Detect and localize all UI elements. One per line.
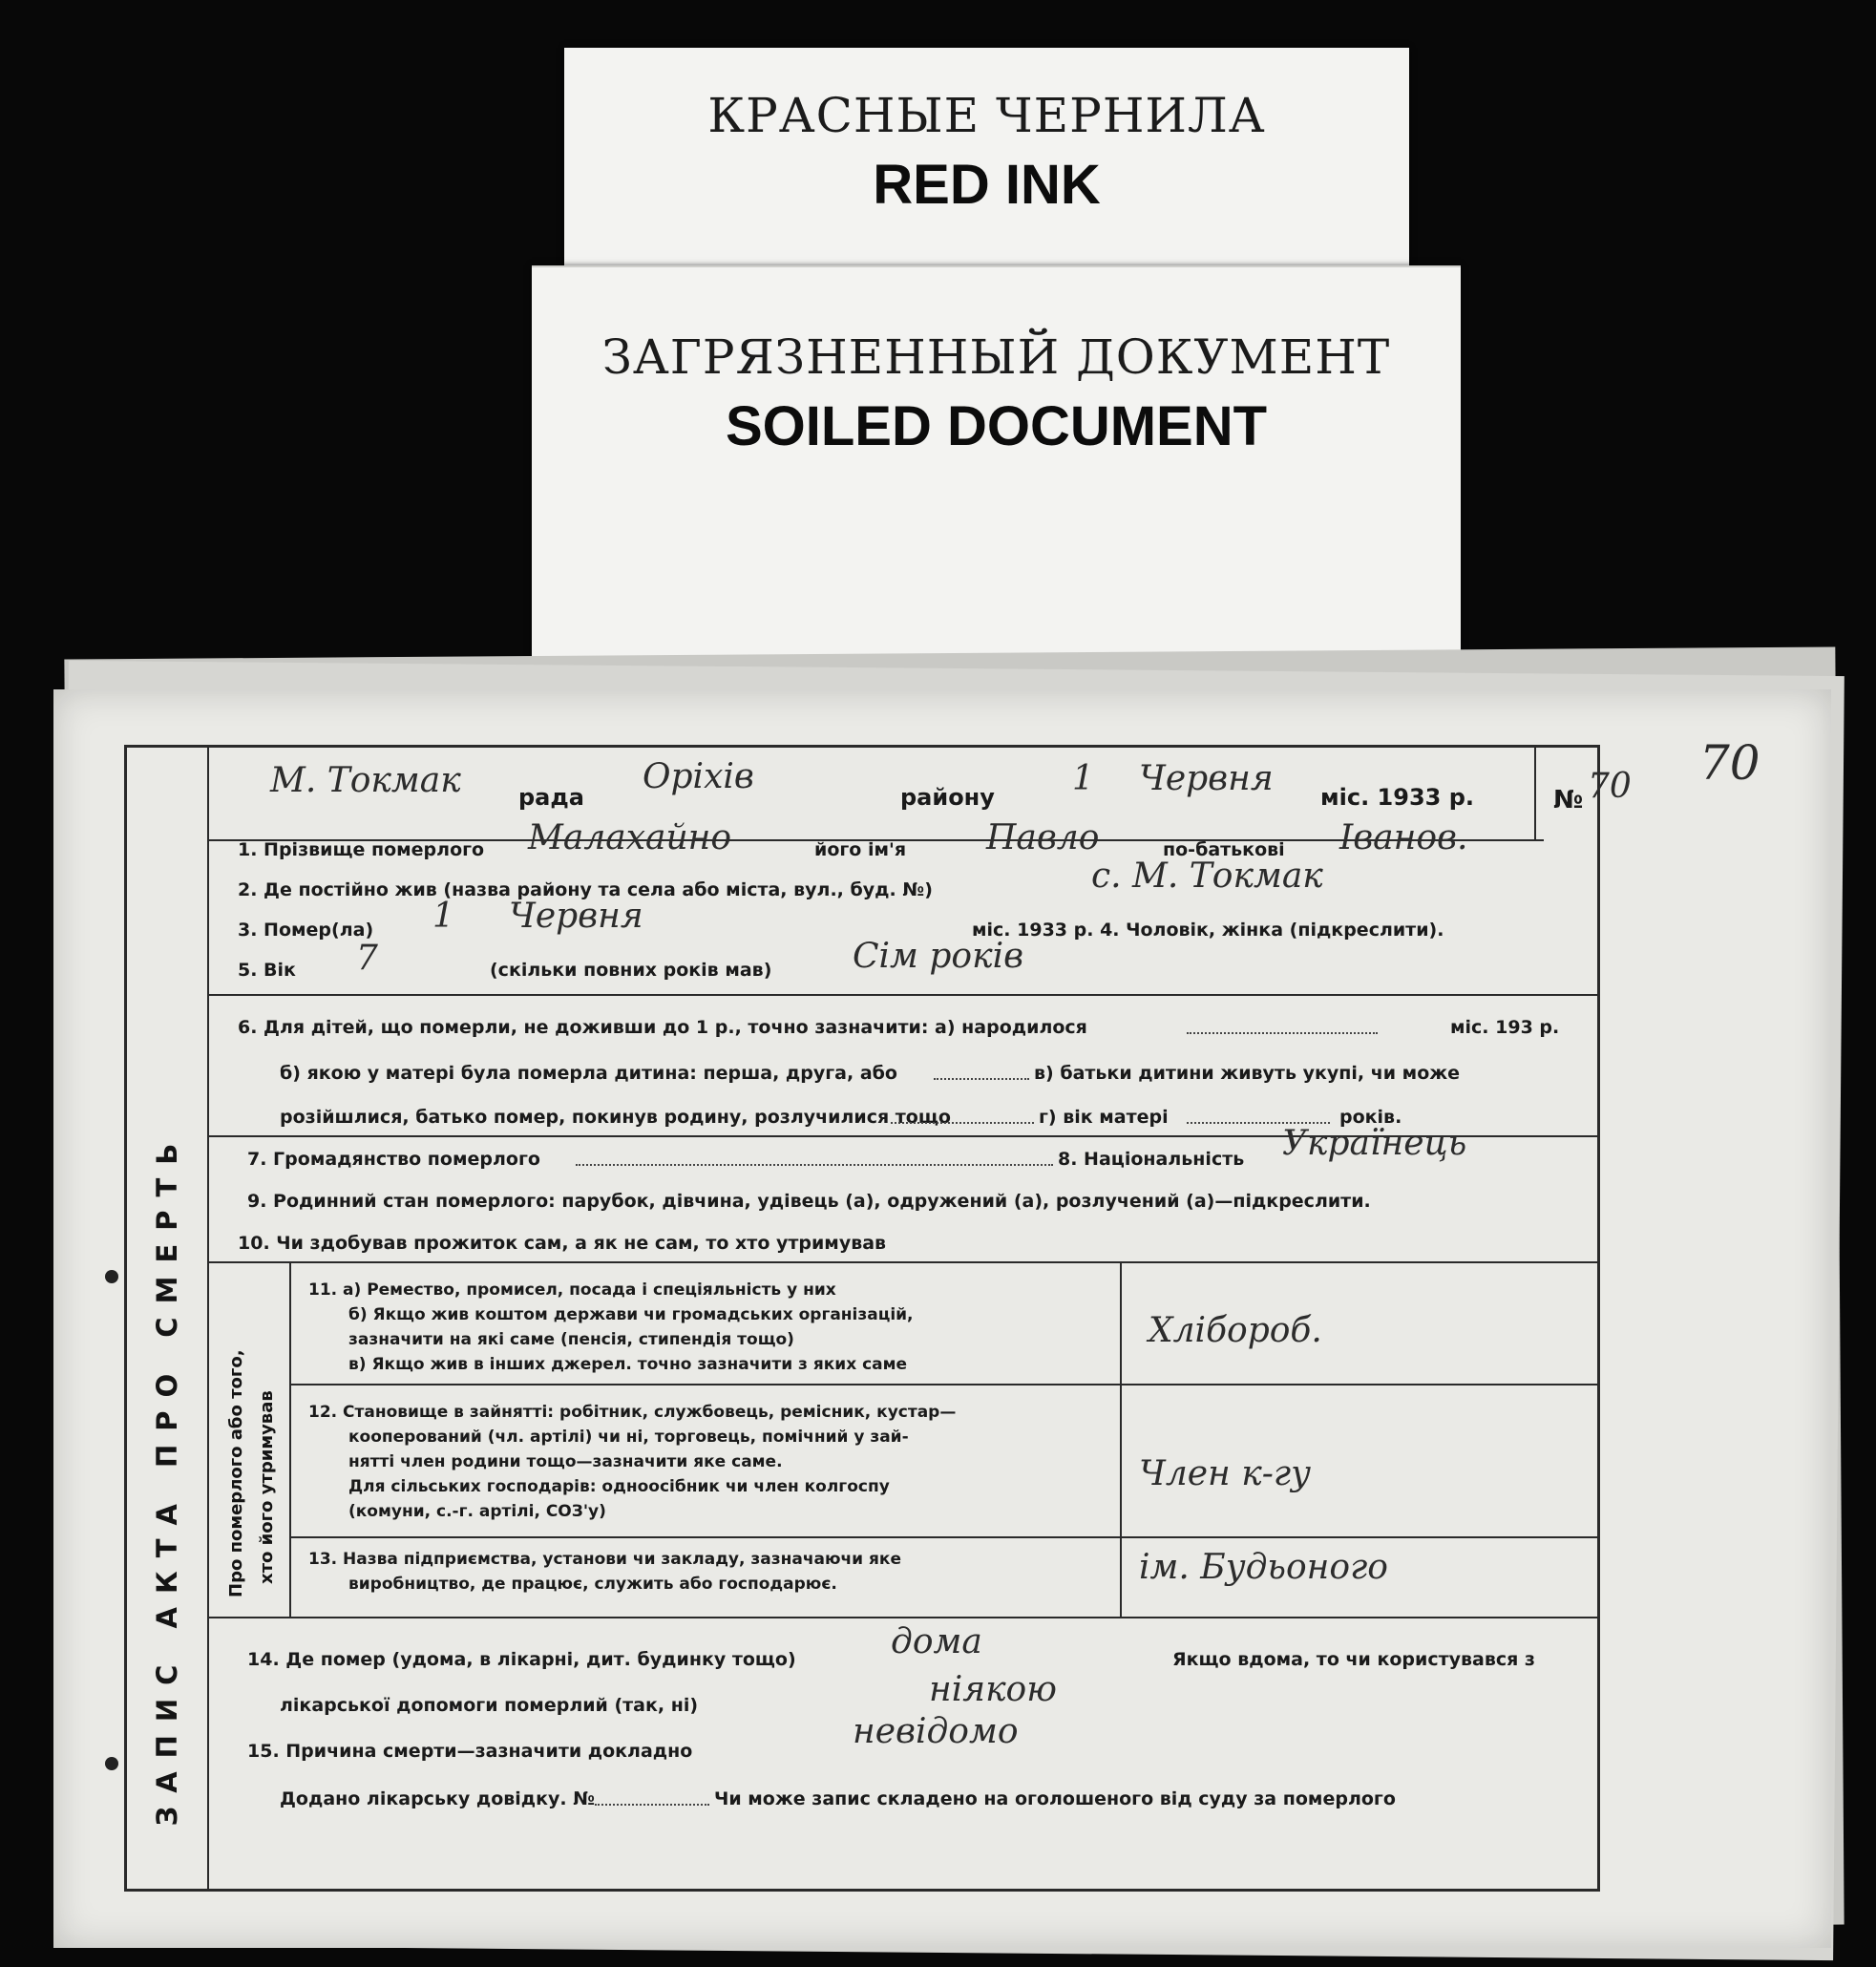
r11-line4: в) Якщо жив в інших джерел. точно зазначити з яких саме (348, 1355, 908, 1374)
r2-residence-label: 2. Де постійно жив (назва району та села або міста, вул., буд. №) (238, 879, 933, 900)
dotted-field (1187, 1032, 1378, 1034)
r6-line2: б) якою у матері була померла дитина: перша, друга, або (280, 1063, 897, 1084)
r5-years-label: (скільки повних років мав) (490, 960, 772, 981)
section-rule (207, 1261, 1597, 1263)
hw-occupation: Хлібороб. (1149, 1311, 1322, 1350)
r10-support-label: 10. Чи здобував прожиток сам, а як не сам, то хто утримував (238, 1233, 887, 1254)
hw-medical-help: ніякою (929, 1670, 1057, 1709)
r7-citizenship-label: 7. Громадянство померлого (247, 1149, 540, 1170)
hw-death-month: Червня (509, 897, 643, 936)
side-sub-label-2: хто його утримував (257, 1390, 277, 1584)
hw-patronymic: Іванов. (1339, 818, 1468, 857)
number-label: № (1553, 786, 1584, 814)
r11-line2: б) Якщо жив коштом держави чи громадських організацій, (348, 1305, 914, 1324)
dotted-field (576, 1164, 1053, 1166)
rayon-label: району (900, 784, 995, 811)
rada-label: рада (518, 784, 584, 811)
side-title: ЗАПИС АКТА ПРО СМЕРТЬ (151, 1130, 183, 1827)
soiled-document-label-card (532, 265, 1461, 678)
hw-month: Червня (1139, 759, 1274, 798)
hw-employment: Член к-гу (1139, 1454, 1311, 1493)
sub-divider (289, 1261, 291, 1617)
dotted-field (891, 1122, 1034, 1124)
hw-age-words: Сім років (853, 937, 1024, 976)
hw-age: 7 (356, 939, 378, 978)
r12-line2: кооперований (чл. артілі) чи ні, торговець, помічний у зай- (348, 1428, 909, 1447)
hw-day: 1 (1072, 759, 1094, 798)
death-record-form (124, 745, 1632, 1892)
r12-line4: Для сільських господарів: одноосібник чи член колгоспу (348, 1477, 890, 1496)
r6-line1: 6. Для дітей, що померли, не доживши до 1 р., точно зазначити: а) народилося (238, 1017, 1087, 1038)
month-year-label: міс. 1933 р. (1320, 784, 1474, 811)
r3-died-label: 3. Помер(ла) (238, 920, 374, 941)
r12-line1: 12. Становище в зайнятті: робітник, службовець, ремісник, кустар— (308, 1403, 957, 1422)
sub-rule (289, 1384, 1597, 1385)
sub-rule (289, 1536, 1597, 1538)
hw-residence: с. М. Токмак (1091, 857, 1323, 896)
binding-hole (105, 1757, 118, 1770)
hw-rayon: Оріхів (643, 757, 754, 796)
dotted-field (934, 1078, 1029, 1080)
hw-enterprise: ім. Будьоного (1139, 1548, 1388, 1587)
r5-age-label: 5. Вік (238, 960, 296, 981)
r16-court-label: Чи може запис складено на оголошеного від суду за померлого (714, 1788, 1396, 1809)
r16-certificate-label: Додано лікарську довідку. № (280, 1788, 596, 1809)
r6-line3b: г) вік матері (1039, 1107, 1169, 1128)
hw-cause: невідомо (853, 1712, 1019, 1751)
r12-line5: (комуни, с.-г. артілі, СОЗ'у) (348, 1502, 606, 1521)
r14-line1b: Якщо вдома, то чи користувався з (1172, 1649, 1535, 1670)
r3-gender-label: міс. 1933 р. 4. Чоловік, жінка (підкреслити). (972, 920, 1444, 941)
r9-marital-label: 9. Родинний стан померлого: парубок, дівчина, удівець (а), одружений (а), розлучений (а)—підкреслити. (247, 1191, 1371, 1212)
r1-patronymic-label: по-батькові (1163, 839, 1285, 860)
red-ink-label-card (564, 48, 1409, 277)
r14-line2: лікарської допомоги померлий (так, ні) (280, 1695, 699, 1716)
answer-divider (1120, 1261, 1122, 1617)
r13-line2: виробництво, де працює, служить або господарює. (348, 1575, 837, 1594)
red-ink-en: RED INK (873, 154, 1101, 216)
hw-place-of-death: дома (891, 1622, 982, 1661)
hw-surname: Малахайно (528, 818, 732, 857)
side-bar (127, 748, 209, 1889)
hw-number: 70 (1588, 767, 1632, 806)
r8-nationality-label: 8. Національність (1058, 1149, 1245, 1170)
hw-name: Павло (986, 818, 1100, 857)
r1-name-label: його ім'я (814, 839, 907, 860)
soiled-document-en: SOILED DOCUMENT (725, 395, 1268, 457)
dotted-field (595, 1804, 709, 1806)
section-rule (207, 1617, 1597, 1618)
r12-line3: нятті член родини тощо—зазначити яке саме. (348, 1452, 783, 1471)
section-rule (207, 994, 1597, 996)
number-box-divider (1534, 748, 1536, 839)
margin-number: 70 (1699, 735, 1760, 791)
binding-hole (105, 1270, 118, 1283)
red-ink-ru: КРАСНЫЕ ЧЕРНИЛА (707, 88, 1266, 143)
hw-death-day: 1 (432, 897, 454, 936)
r6-line3: розійшлися, батько помер, покинув родину, розлучилися тощо (280, 1107, 951, 1128)
r11-line3: зазначити на які саме (пенсія, стипендія тощо) (348, 1330, 794, 1349)
r1-surname-label: 1. Прізвище померлого (238, 839, 485, 860)
r15-cause-label: 15. Причина смерти—зазначити докладно (247, 1741, 693, 1762)
hw-place: М. Токмак (270, 761, 461, 800)
r6-line2b: в) батьки дитини живуть укупі, чи може (1034, 1063, 1461, 1084)
r11-line1: 11. а) Ремество, промисел, посада і спеціяльність у них (308, 1280, 836, 1300)
r14-line1: 14. Де помер (удома, в лікарні, дит. будинку тощо) (247, 1649, 796, 1670)
r13-line1: 13. Назва підприємства, установи чи закладу, зазначаючи яке (308, 1550, 901, 1569)
hw-nationality: Українець (1282, 1124, 1467, 1163)
r6-line1b: міс. 193 р. (1450, 1017, 1560, 1038)
side-sub-label-1: Про померлого або того, (226, 1349, 246, 1597)
r6-line3c: років. (1339, 1107, 1402, 1128)
soiled-document-ru: ЗАГРЯЗНЕННЫЙ ДОКУМЕНТ (601, 329, 1391, 385)
